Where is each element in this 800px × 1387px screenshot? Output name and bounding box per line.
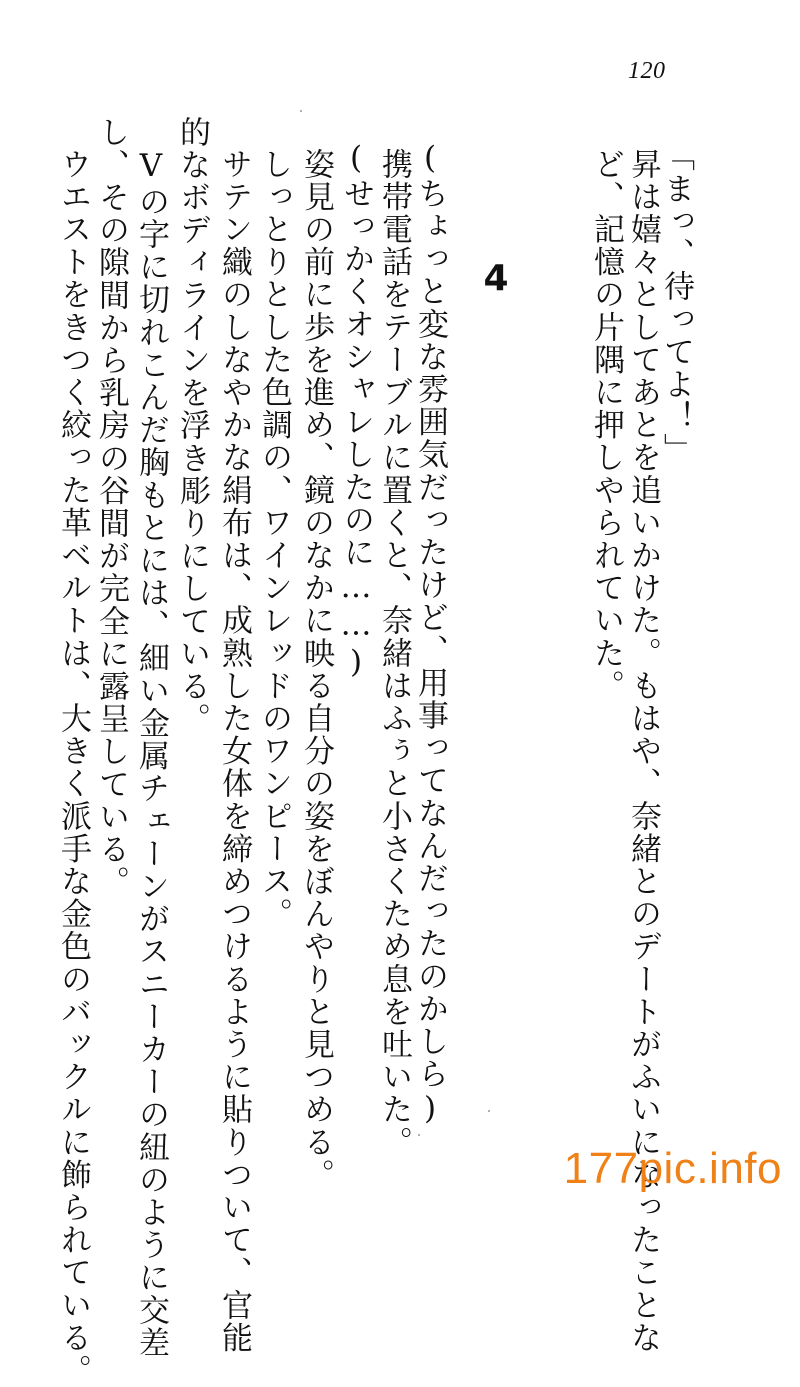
paper-speck [488,1110,490,1112]
text-column-8: しっとりとした色調の、ワインレッドのワンピース。 [256,148,292,931]
chapter-number: 4 [483,258,509,299]
text-column-3: ど、記憶の片隅に押しやられていた。 [588,148,624,703]
text-column-13: ウエストをきつく絞った革ベルトは、大きく派手な金色のバックルに飾られている。 [55,148,91,1387]
paper-speck [418,1134,420,1136]
text-column-12: し、その隙間から乳房の谷間が完全に露呈している。 [93,116,129,899]
text-column-1: 「まっ、待ってよ！」 [658,140,694,466]
text-column-4: 携帯電話をテーブルに置くと、奈緒はふぅと小さくため息を吐いた。 [376,148,412,1159]
page-number: 120 [628,58,666,84]
text-column-5: (ちょっと変な雰囲気だったけど、用事ってなんだったのかしら) [412,140,448,1128]
text-column-7: 姿見の前に歩を進め、鏡のなかに映る自分の姿をぼんやりと見つめる。 [298,148,334,1192]
text-column-6: (せっかくオシャレしたのに……) [338,140,374,682]
text-column-2: 昇は嬉々としてあとを追いかけた。もはや、奈緒とのデートがふいになったことな [625,148,661,1355]
text-column-9: サテン織のしなやかな絹布は、成熟した女体を締めつけるように貼りついて、官能 [216,148,252,1355]
text-column-11: Vの字に切れこんだ胸もとには、細い金属チェーンがスニーカーの紐のように交差 [133,148,169,1360]
paper-speck [300,110,302,112]
text-column-10: 的なボディラインを浮き彫りにしている。 [174,116,210,736]
watermark-text: 177pic.info [563,1144,782,1193]
